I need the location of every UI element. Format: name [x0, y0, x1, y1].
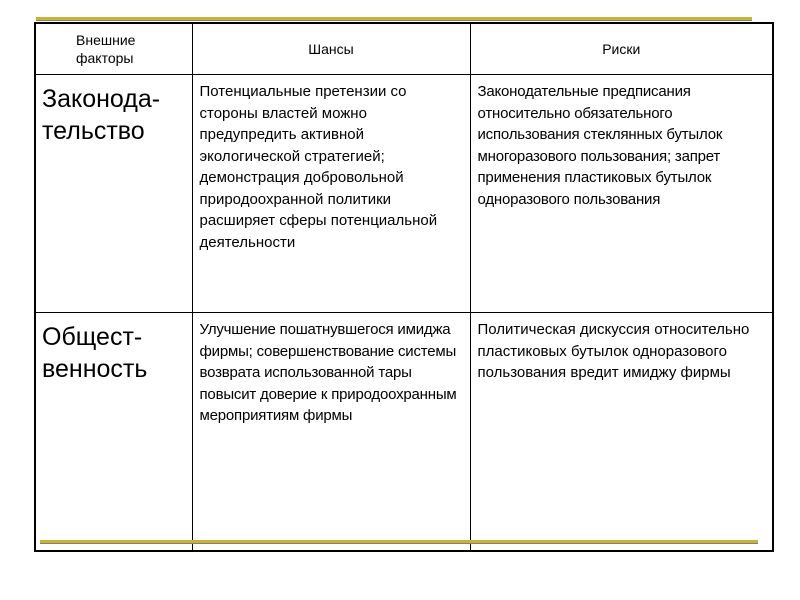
- top-decorative-rule: [36, 17, 752, 20]
- risks-cell-legislation: Законодательные предписания относительно обязательного использования стеклянных бутылок многоразового пользования; запрет применения пластиковых бутылок одноразового пользования: [470, 75, 773, 313]
- header-factors-line2: факторы: [76, 50, 134, 66]
- bottom-decorative-rule: [40, 540, 758, 543]
- chances-cell-legislation: Потенциальные претензии со стороны властей можно предупредить активной экологической стратегией; демонстрация добровольной природоохранной политики расширяет сферы потенциальной деятельности: [192, 75, 470, 313]
- chances-cell-public: Улучшение пошатнувшегося имиджа фирмы; совершенствование системы возврата использованной тары повысит доверие к природоохранным мероприятиям фирмы: [192, 313, 470, 552]
- factor-legislation-line1: Законода-: [42, 85, 161, 113]
- table-row-public: [35, 313, 773, 552]
- factor-public-line2: венность: [42, 355, 148, 383]
- table-row-legislation: [35, 75, 773, 313]
- header-chances-cell: Шансы: [192, 23, 470, 75]
- bottom-rule-shadow: [40, 543, 758, 544]
- risks-cell-public: Политическая дискуссия относительно пластиковых бутылок одноразового пользования вредит имиджу фирмы: [470, 313, 773, 552]
- header-risks-cell: Риски: [470, 23, 773, 75]
- header-factors-cell: [35, 23, 192, 75]
- factors-table: [34, 22, 774, 552]
- header-row: [35, 23, 773, 75]
- top-rule-shadow: [36, 20, 752, 21]
- factor-cell-public: [35, 313, 192, 552]
- factor-legislation-line2: тельство: [42, 117, 145, 145]
- factor-cell-legislation: [35, 75, 192, 313]
- header-factors-line1: Внешние: [76, 32, 136, 48]
- factor-public-line1: Общест-: [42, 323, 143, 351]
